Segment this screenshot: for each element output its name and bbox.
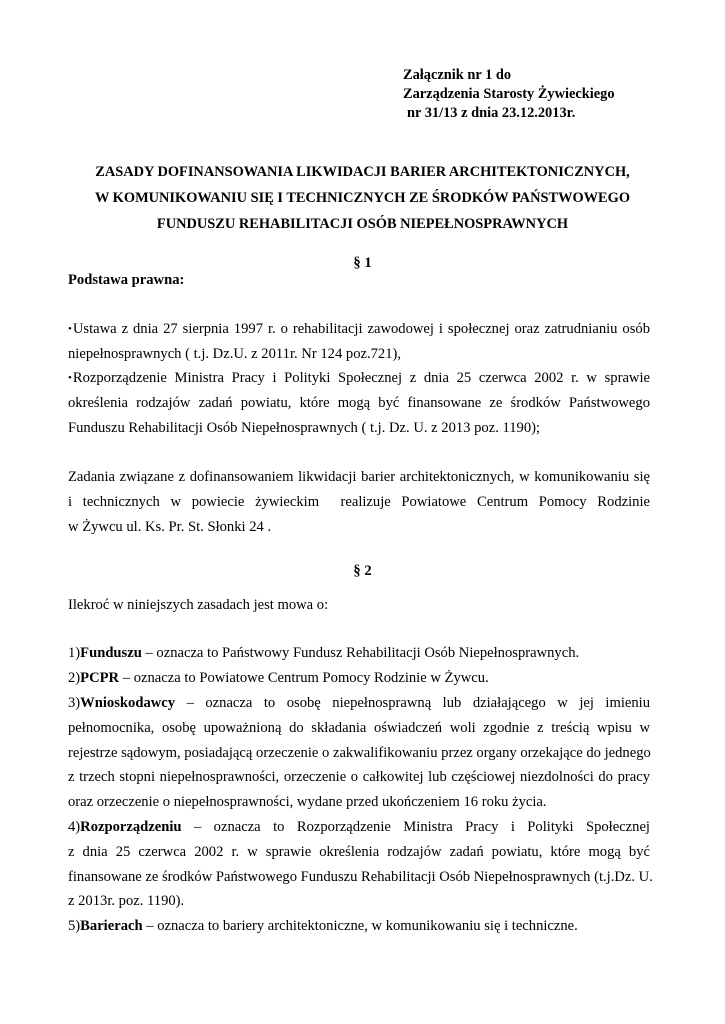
definition-1-text: – oznacza to Państwowy Fundusz Rehabilitacji Osób Niepełnosprawnych. bbox=[145, 645, 580, 661]
definition-2-term: PCPR bbox=[80, 670, 120, 686]
attachment-line-3: nr 31/13 z dnia 23.12.2013r. bbox=[407, 105, 576, 121]
definitions-intro: Ilekroć w niniejszych zasadach jest mowa o: bbox=[68, 597, 329, 613]
definition-5-text: – oznacza to bariery architektoniczne, w komunikowaniu się i techniczne. bbox=[146, 918, 578, 934]
definition-3-line-5: oraz orzeczenie o niepełnosprawności, wydane przed ukończeniem 16 roku życia. bbox=[68, 794, 547, 811]
definition-4-line-2: z dnia 25 czerwca 2002 r. w sprawie określenia rodzajów zadań powiatu, które mogą być bbox=[68, 843, 650, 860]
bullet-2-line-1: Rozporządzenie Ministra Pracy i Polityki Społecznej z dnia 25 czerwca 2002 r. w sprawie bbox=[72, 370, 650, 386]
definition-3-number: 3) bbox=[68, 695, 81, 711]
definition-3 bbox=[68, 691, 650, 815]
definition-1 bbox=[68, 641, 650, 666]
legal-basis-item-1 bbox=[68, 317, 650, 367]
definition-3-term: Wnioskodawcy bbox=[80, 695, 176, 711]
section-1-heading: § 1 bbox=[353, 255, 372, 271]
tasks-line-3: w Żywcu ul. Ks. Pr. St. Słonki 24 . bbox=[68, 518, 272, 535]
definition-3-line-2: pełnomocnika, osobę upoważnioną do składania oświadczeń woli zgodnie z treścią wpisu w bbox=[68, 719, 650, 736]
definition-4-term: Rozporządzeniu bbox=[80, 819, 182, 835]
attachment-line-2: Zarządzenia Starosty Żywieckiego bbox=[403, 86, 615, 102]
bullet-1-line-2: niepełnosprawnych ( t.j. Dz.U. z 2011r. Nr 124 poz.721), bbox=[68, 345, 402, 362]
tasks-line-1: Zadania związane z dofinansowaniem likwidacji barier architektonicznych, w komunikowaniu się bbox=[68, 469, 650, 485]
legal-basis-label: Podstawa prawna: bbox=[68, 272, 185, 288]
bullet-2-line-2: określenia rodzajów zadań powiatu, które mogą być finansowane ze środków Państwowego bbox=[68, 394, 650, 411]
definition-3-line-3: rejestrze sądowym, posiadającą orzeczenie o zakwalifikowaniu przez organy orzekające do jednego bbox=[68, 744, 651, 761]
title-line-2: W KOMUNIKOWANIU SIĘ I TECHNICZNYCH ZE ŚRODKÓW PAŃSTWOWEGO bbox=[94, 190, 631, 206]
definition-1-term: Funduszu bbox=[80, 645, 142, 661]
tasks-line-2: i technicznych w powiecie żywieckim realizuje Powiatowe Centrum Pomocy Rodzinie bbox=[68, 493, 650, 510]
definition-3-line-4: z trzech stopni niepełnosprawności, orzeczenie o całkowitej lub częściowej niezdolności do pracy bbox=[68, 769, 650, 786]
definition-5 bbox=[68, 914, 650, 939]
definition-4-line-4: z 2013r. poz. 1190). bbox=[68, 893, 185, 910]
definition-2-text: – oznacza to Powiatowe Centrum Pomocy Rodzinie w Żywcu. bbox=[122, 670, 489, 686]
document-title bbox=[60, 159, 665, 237]
definition-4-line-1: – oznacza to Rozporządzenie Ministra Pracy i Polityki Społecznej bbox=[193, 819, 650, 835]
legal-basis-item-2 bbox=[68, 366, 650, 440]
definition-3-line-1: – oznacza to osobę niepełnosprawną lub działającego w jej imieniu bbox=[186, 695, 650, 711]
definition-5-term: Barierach bbox=[80, 918, 143, 934]
definition-4-number: 4) bbox=[68, 819, 81, 835]
definition-4-line-3: finansowane ze środków Państwowego Funduszu Rehabilitacji Osób Niepełnosprawnych (t.j.Dz. U. bbox=[68, 868, 653, 885]
title-line-1: ZASADY DOFINANSOWANIA LIKWIDACJI BARIER ARCHITEKTONICZNYCH, bbox=[95, 164, 630, 180]
bullet-2-line-3: Funduszu Rehabilitacji Osób Niepełnosprawnych ( t.j. Dz. U. z 2013 poz. 1190); bbox=[68, 419, 541, 436]
attachment-line-1: Załącznik nr 1 do bbox=[403, 67, 512, 83]
section-2-heading: § 2 bbox=[353, 563, 372, 579]
tasks-paragraph bbox=[68, 465, 650, 539]
bullet-icon: • bbox=[68, 372, 72, 384]
title-line-3: FUNDUSZU REHABILITACJI OSÓB NIEPEŁNOSPRAWNYCH bbox=[156, 216, 569, 232]
definition-2-number: 2) bbox=[68, 670, 81, 686]
definition-2 bbox=[68, 666, 650, 691]
bullet-icon: • bbox=[68, 323, 72, 335]
definition-1-number: 1) bbox=[68, 645, 81, 661]
bullet-1-line-1: Ustawa z dnia 27 sierpnia 1997 r. o rehabilitacji zawodowej i społecznej oraz zatrudnianiu osób bbox=[72, 321, 650, 337]
attachment-header bbox=[403, 66, 615, 123]
definition-5-number: 5) bbox=[68, 918, 81, 934]
definition-4 bbox=[68, 815, 653, 914]
